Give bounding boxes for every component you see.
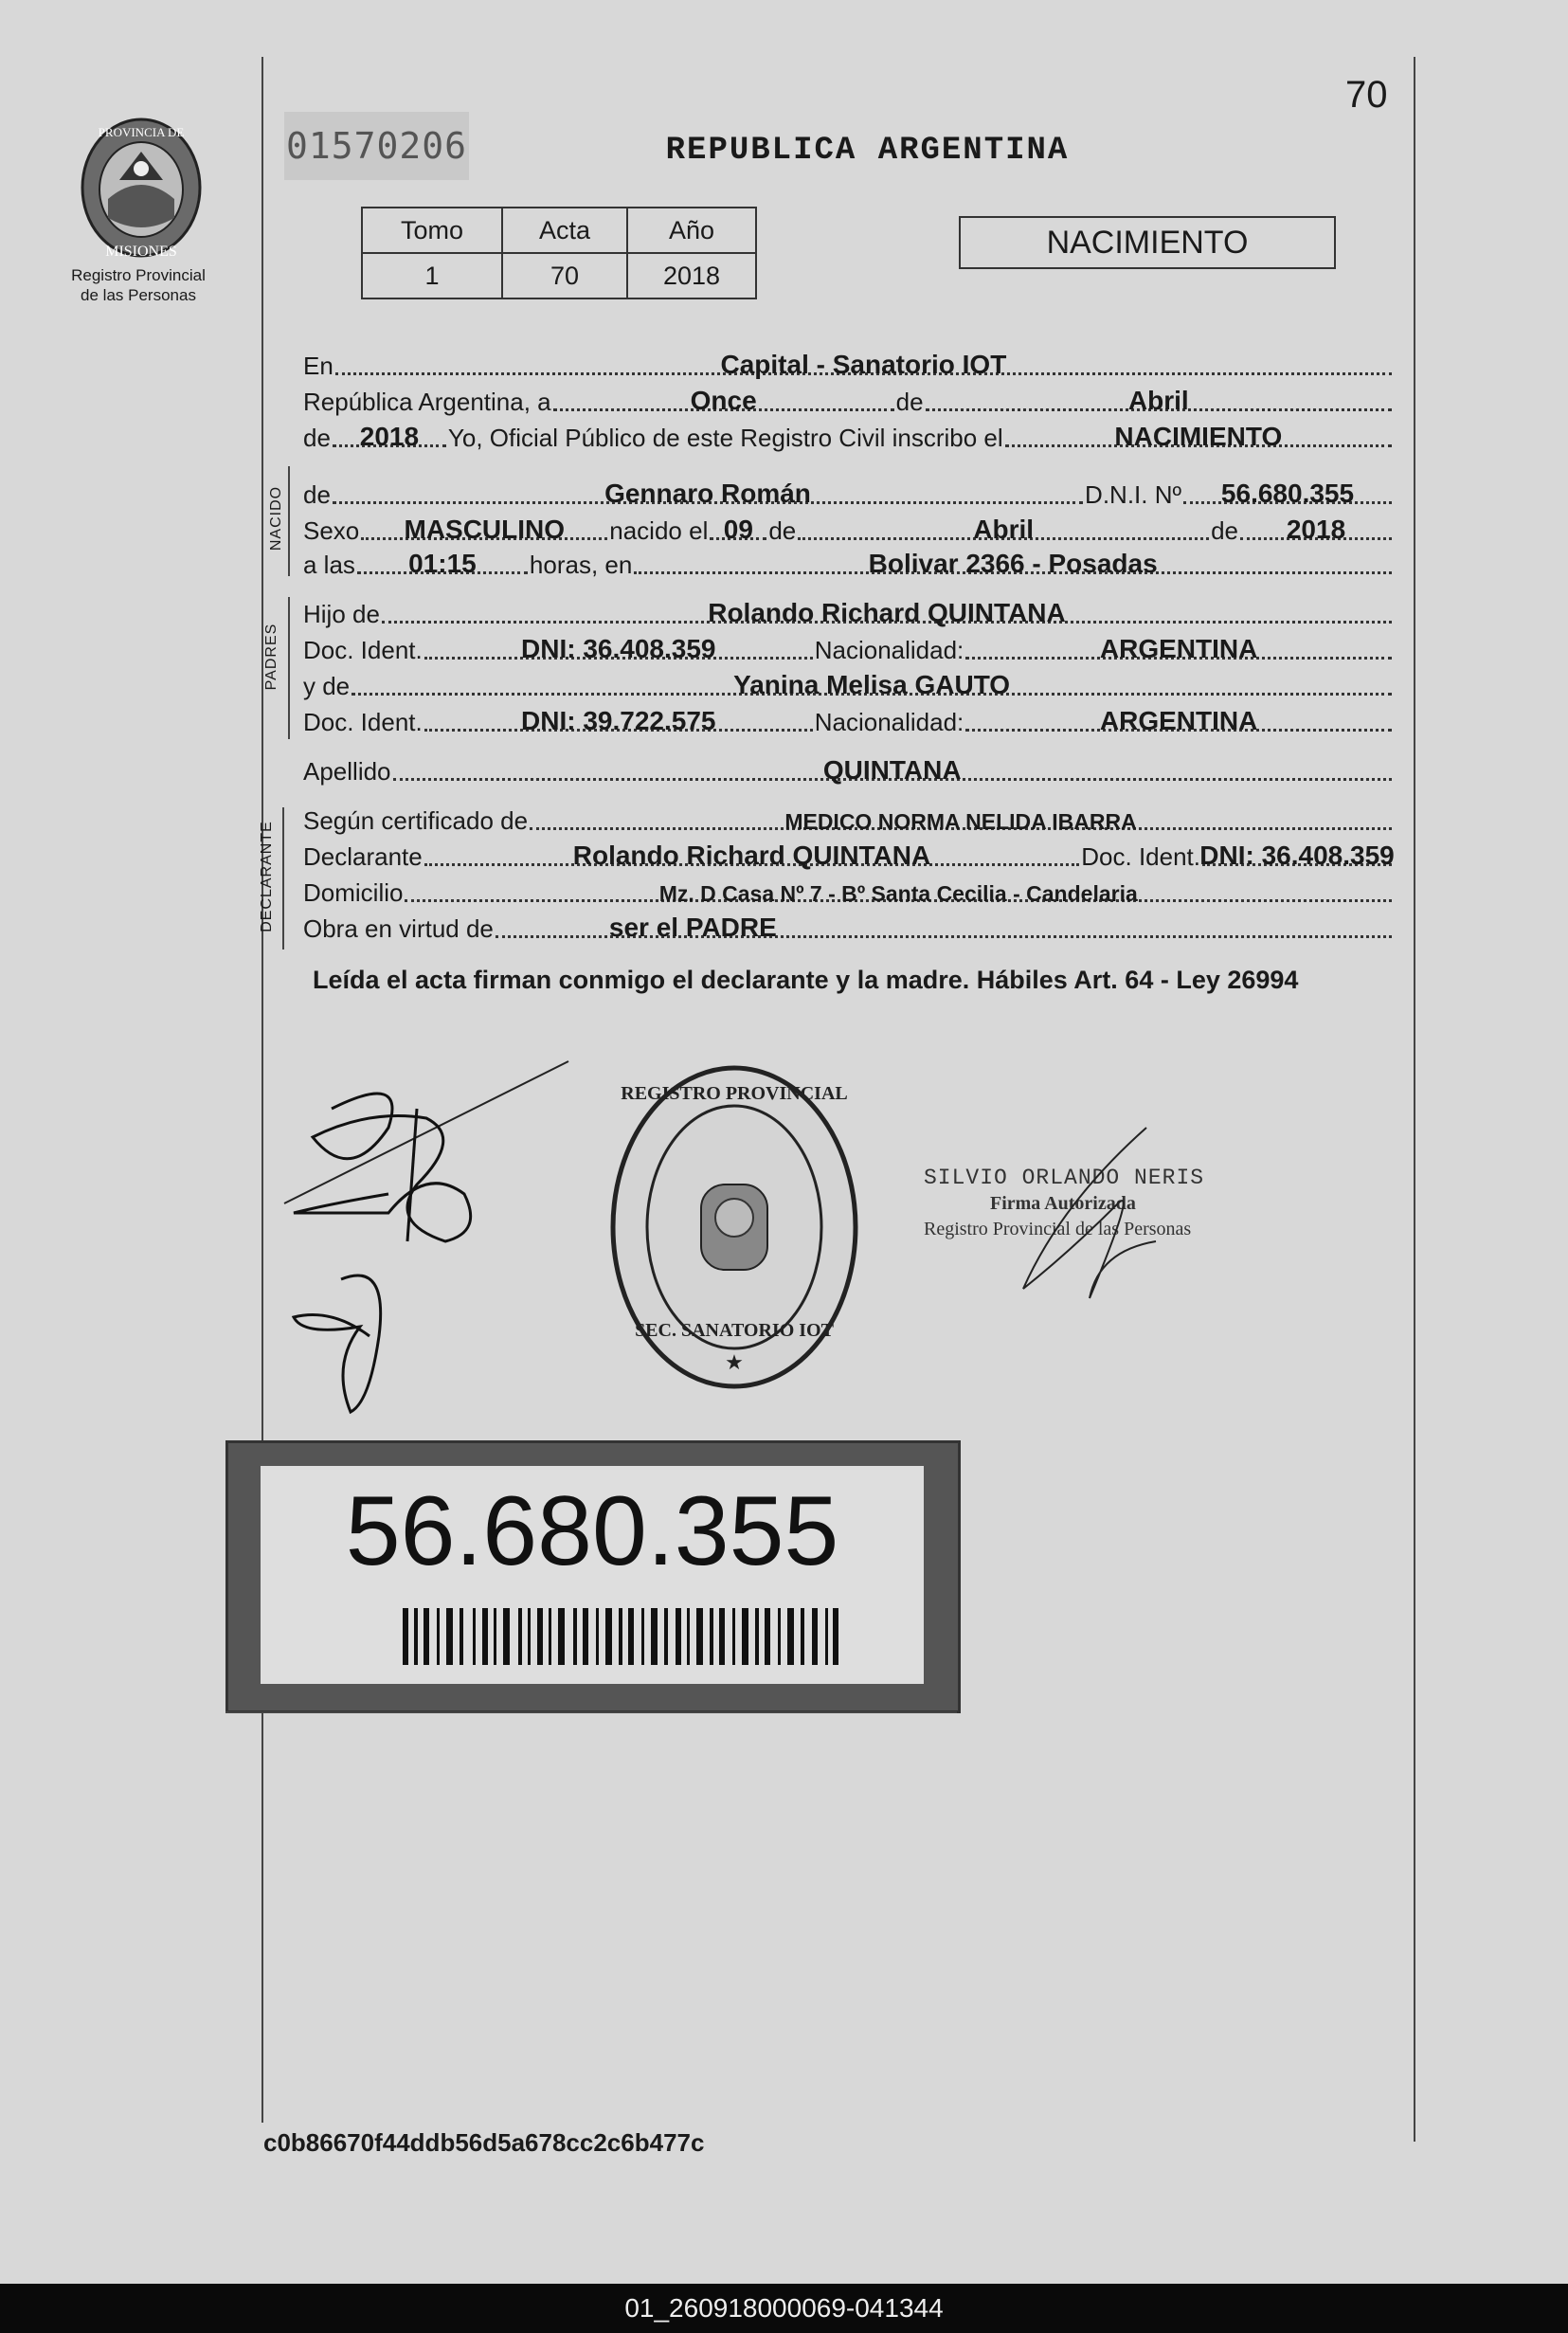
label-hijo-de: Hijo de xyxy=(303,600,380,628)
value-padre-doc: DNI: 36.408.359 xyxy=(521,634,716,663)
field-inscripcion xyxy=(1005,422,1392,451)
row-nacido-nombre xyxy=(303,478,1394,510)
tomo-acta-anio-table xyxy=(361,207,757,299)
table-value-anio: 2018 xyxy=(627,253,756,298)
value-nac-lugar: Bolivar 2366 - Posadas xyxy=(868,549,1158,578)
label-nac-de: de xyxy=(768,516,797,545)
table-value-row xyxy=(362,253,756,298)
field-declarante xyxy=(424,841,1080,870)
section-label-declarante: DECLARANTE xyxy=(259,821,275,932)
field-padre-nacionalidad xyxy=(965,634,1392,663)
row-obra xyxy=(303,912,1394,944)
value-padre: Rolando Richard QUINTANA xyxy=(708,598,1066,627)
field-sexo xyxy=(361,515,607,544)
value-nombre: Gennaro Román xyxy=(604,479,811,508)
stamp-star: ★ xyxy=(725,1350,744,1374)
label-apellido: Apellido xyxy=(303,757,391,786)
row-apellido xyxy=(303,754,1394,787)
value-certificado: MEDICO NORMA NELIDA IBARRA xyxy=(784,809,1137,834)
official-name: SILVIO ORLANDO NERIS xyxy=(924,1166,1205,1190)
serial-number: 01570206 xyxy=(284,112,469,180)
field-madre xyxy=(351,670,1392,699)
registry-stamp xyxy=(606,1061,862,1393)
row-domicilio xyxy=(303,876,1394,908)
field-hora xyxy=(357,549,528,578)
value-declarante: Rolando Richard QUINTANA xyxy=(572,841,931,870)
label-horas-en: horas, en xyxy=(529,551,633,579)
value-hora: 01:15 xyxy=(408,549,477,578)
field-nombre xyxy=(333,479,1083,508)
field-certificado xyxy=(530,809,1392,834)
row-lugar xyxy=(303,349,1394,381)
section-label-padres: PADRES xyxy=(263,623,279,691)
act-type-box: NACIMIENTO xyxy=(959,216,1336,269)
label-padre-doc: Doc. Ident. xyxy=(303,636,423,664)
row-padre-doc xyxy=(303,633,1394,665)
field-declarante-doc xyxy=(1199,841,1395,870)
table-header-tomo: Tomo xyxy=(362,208,502,253)
label-nacido-el: nacido el xyxy=(609,516,709,545)
row-madre xyxy=(303,669,1394,701)
id-number-large: 56.680.355 xyxy=(345,1476,839,1586)
declarante-divider xyxy=(282,807,284,949)
field-nac-lugar xyxy=(634,549,1392,578)
label-nac-de-anio: de xyxy=(1211,516,1238,545)
file-id-footer: 01_260918000069-041344 xyxy=(0,2284,1568,2333)
stamp-top-text: REGISTRO PROVINCIAL xyxy=(621,1083,848,1104)
padres-divider xyxy=(288,597,290,739)
label-madre-doc: Doc. Ident. xyxy=(303,708,423,736)
nacido-divider xyxy=(288,466,290,576)
document-hash: c0b86670f44ddb56d5a678cc2c6b477c xyxy=(263,2128,705,2157)
id-number-badge xyxy=(225,1440,961,1713)
document-title: REPUBLICA ARGENTINA xyxy=(665,133,1070,169)
row-declarante xyxy=(303,840,1394,872)
label-declarante-doc: Doc. Ident. xyxy=(1081,842,1200,871)
table-header-anio: Año xyxy=(627,208,756,253)
left-border-line xyxy=(261,57,263,2123)
field-obra xyxy=(496,913,1392,942)
closing-statement: Leída el acta firman conmigo el declarante y la madre. Hábiles Art. 64 - Ley 26994 xyxy=(313,966,1299,994)
label-madre-nacionalidad: Nacionalidad: xyxy=(814,708,964,736)
value-dia: Once xyxy=(690,386,757,415)
label-a-las: a las xyxy=(303,551,355,579)
value-nac-anio: 2018 xyxy=(1286,515,1346,544)
label-declarante: Declarante xyxy=(303,842,423,871)
field-padre xyxy=(382,598,1392,627)
label-de-anio: de xyxy=(303,424,331,452)
registry-line-2: de las Personas xyxy=(81,286,196,304)
value-obra: ser el PADRE xyxy=(608,913,777,942)
id-number-badge-inner xyxy=(261,1466,924,1684)
label-republica: República Argentina, a xyxy=(303,388,551,416)
row-madre-doc xyxy=(303,705,1394,737)
label-de: de xyxy=(895,388,924,416)
logo-bottom-text: MISIONES xyxy=(105,244,177,260)
value-inscripcion: NACIMIENTO xyxy=(1114,422,1283,451)
declarant-signature xyxy=(275,1052,578,1431)
field-nac-anio xyxy=(1240,515,1392,544)
row-hora-lugar xyxy=(303,548,1394,580)
registry-line-1: Registro Provincial xyxy=(71,266,206,284)
value-declarante-doc: DNI: 36.408.359 xyxy=(1199,841,1395,870)
logo-top-text: PROVINCIA DE xyxy=(98,125,185,139)
value-lugar: Capital - Sanatorio IOT xyxy=(720,350,1007,379)
field-madre-doc xyxy=(424,706,813,735)
value-sexo: MASCULINO xyxy=(404,515,566,544)
field-nac-dia xyxy=(710,515,766,544)
row-anio-inscripcion xyxy=(303,421,1394,453)
label-padre-nacionalidad: Nacionalidad: xyxy=(814,636,964,664)
value-mes: Abril xyxy=(1127,386,1189,415)
label-obra: Obra en virtud de xyxy=(303,914,494,943)
label-dni: D.N.I. Nº xyxy=(1085,480,1181,509)
label-sexo: Sexo xyxy=(303,516,360,545)
table-header-acta: Acta xyxy=(502,208,627,253)
field-mes xyxy=(926,386,1392,415)
barcode xyxy=(403,1608,838,1665)
label-y-de: y de xyxy=(303,672,351,700)
field-nac-mes xyxy=(798,515,1209,544)
value-domicilio: Mz. D Casa Nº 7 - Bº Santa Cecilia - Candelaria xyxy=(658,881,1138,906)
label-certificado: Según certificado de xyxy=(303,806,529,835)
value-padre-nacionalidad: ARGENTINA xyxy=(1099,634,1258,663)
value-madre-doc: DNI: 39.722.575 xyxy=(521,706,716,735)
field-dia xyxy=(553,386,894,415)
badge-underline xyxy=(225,1711,957,1713)
official-signature xyxy=(1004,1118,1175,1327)
row-sexo-fecha xyxy=(303,514,1394,546)
label-en: En xyxy=(303,352,333,380)
registry-caption xyxy=(53,265,224,305)
label-domicilio: Domicilio xyxy=(303,878,404,907)
row-fecha xyxy=(303,385,1394,417)
field-domicilio xyxy=(405,881,1392,906)
value-dni: 56.680.355 xyxy=(1220,479,1355,508)
field-lugar xyxy=(335,350,1392,379)
stamp-bottom-text: SEC. SANATORIO IOT xyxy=(635,1320,834,1341)
field-madre-nacionalidad xyxy=(965,706,1392,735)
field-dni xyxy=(1183,479,1392,508)
label-yo-oficial: Yo, Oficial Público de este Registro Civil inscribo el xyxy=(447,424,1003,452)
value-madre: Yanina Melisa GAUTO xyxy=(733,670,1011,699)
section-label-nacido: NACIDO xyxy=(268,485,284,552)
row-certificado xyxy=(303,804,1394,836)
table-value-acta: 70 xyxy=(502,253,627,298)
table-header-row xyxy=(362,208,756,253)
value-anio: 2018 xyxy=(359,422,420,451)
table-value-tomo: 1 xyxy=(362,253,502,298)
value-nac-dia: 09 xyxy=(723,515,753,544)
value-apellido: QUINTANA xyxy=(822,755,962,785)
page-number: 70 xyxy=(1345,74,1388,116)
official-office: Registro Provincial de las Personas xyxy=(924,1219,1192,1239)
label-nacido-de: de xyxy=(303,480,331,509)
field-anio xyxy=(333,422,446,451)
field-apellido xyxy=(393,755,1392,785)
official-role: Firma Autorizada xyxy=(990,1193,1136,1214)
row-padre xyxy=(303,597,1394,629)
field-padre-doc xyxy=(424,634,813,663)
right-border-line xyxy=(1414,57,1415,2142)
value-madre-nacionalidad: ARGENTINA xyxy=(1099,706,1258,735)
value-nac-mes: Abril xyxy=(973,515,1035,544)
